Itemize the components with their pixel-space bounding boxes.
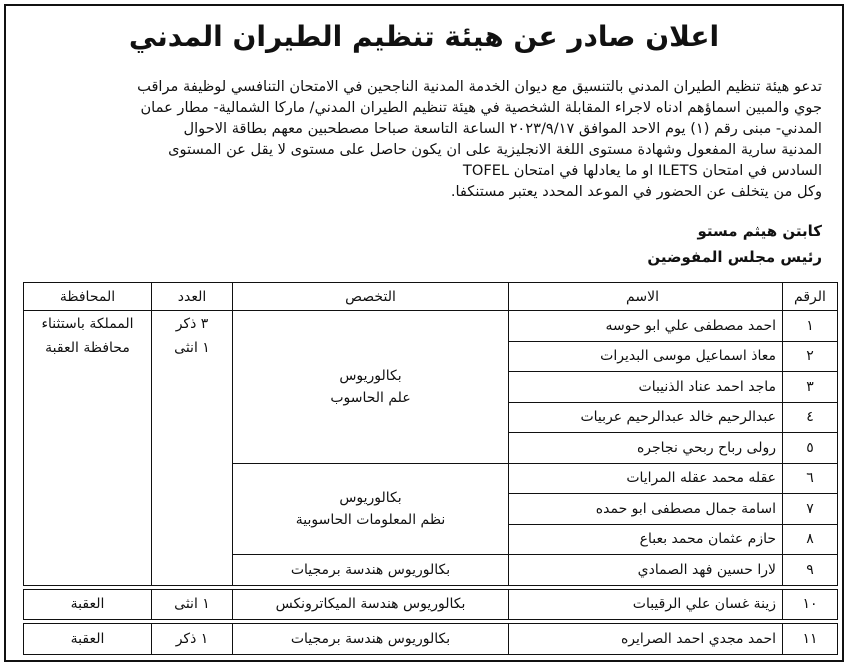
row-num: ١ bbox=[783, 311, 838, 342]
row-num: ٦ bbox=[783, 463, 838, 494]
signatory-position: رئيس مجلس المفوضين bbox=[647, 248, 822, 266]
row-name: رولى رباح ربحي نجاجره bbox=[509, 433, 783, 464]
body-line: جوي والمبين اسماؤهم ادناه لاجراء المقابلة الشخصية في هيئة تنظيم الطيران المدني/ ماركا الشمالية- مطار عمان bbox=[140, 99, 822, 116]
row-name: عقله محمد عقله المرايات bbox=[509, 463, 783, 494]
header-spec: التخصص bbox=[233, 283, 509, 311]
row-name: احمد مجدي احمد الصرايره bbox=[509, 624, 783, 655]
gov-cell-group1 bbox=[24, 311, 152, 586]
row-num: ١١ bbox=[783, 624, 838, 655]
header-num: الرقم bbox=[783, 283, 838, 311]
candidates-table bbox=[23, 282, 838, 655]
count-cell-group1 bbox=[152, 311, 233, 586]
body-line: السادس في امتحان ILETS او ما يعادلها في امتحان TOFEL bbox=[462, 162, 822, 179]
spec-cell-row11: بكالوريوس هندسة برمجيات bbox=[233, 624, 509, 655]
body-line: المدني- مبنى رقم (١) يوم الاحد الموافق ٢٠٢٣/٩/١٧ الساعة التاسعة صباحا مصطحبين معهم بطاقة الاحوال bbox=[183, 120, 822, 137]
row-name: معاذ اسماعيل موسى البديرات bbox=[509, 341, 783, 372]
table-row bbox=[24, 589, 838, 620]
header-name: الاسم bbox=[509, 283, 783, 311]
table-header-row bbox=[24, 283, 838, 311]
spec-major: نظم المعلومات الحاسوبية bbox=[295, 511, 446, 528]
spec-cell-row10: بكالوريوس هندسة الميكاترونكس bbox=[233, 589, 509, 620]
row-num: ٧ bbox=[783, 494, 838, 525]
spec-degree: بكالوريوس bbox=[339, 367, 402, 384]
row-name: حازم عثمان محمد بعباع bbox=[509, 524, 783, 555]
body-line: المدنية سارية المفعول وشهادة مستوى اللغة الانجليزية على ان يكون حاصل على مستوى لا يقل عن المستوى bbox=[168, 141, 822, 158]
row-name: ماجد احمد عناد الذنيبات bbox=[509, 372, 783, 403]
gov-cell-row11: العقبة bbox=[24, 624, 152, 655]
spec-cell-group1 bbox=[233, 311, 509, 464]
spec-cell-group3: بكالوريوس هندسة برمجيات bbox=[233, 555, 509, 586]
row-num: ٤ bbox=[783, 402, 838, 433]
row-num: ٣ bbox=[783, 372, 838, 403]
announcement-frame bbox=[4, 4, 844, 662]
row-name: احمد مصطفى علي ابو حوسه bbox=[509, 311, 783, 342]
row-name: زينة غسان علي الرقيبات bbox=[509, 589, 783, 620]
gov-line: المملكة باستثناء bbox=[41, 316, 134, 332]
table-row bbox=[24, 624, 838, 655]
announcement-body bbox=[26, 76, 822, 202]
spec-cell-group2 bbox=[233, 463, 509, 555]
count-cell-row10: ١ انثى bbox=[152, 589, 233, 620]
table-row bbox=[24, 311, 838, 342]
count-male: ٣ ذكر bbox=[175, 316, 209, 332]
row-num: ٨ bbox=[783, 524, 838, 555]
count-female: ١ انثى bbox=[174, 340, 210, 356]
row-num: ٥ bbox=[783, 433, 838, 464]
spec-degree: بكالوريوس bbox=[339, 489, 402, 506]
row-num: ٢ bbox=[783, 341, 838, 372]
signatory-name: كابتن هيثم مستو bbox=[697, 222, 822, 240]
row-num: ١٠ bbox=[783, 589, 838, 620]
row-name: اسامة جمال مصطفى ابو حمده bbox=[509, 494, 783, 525]
header-count: العدد bbox=[152, 283, 233, 311]
spec-major: علم الحاسوب bbox=[330, 389, 411, 406]
body-line: وكل من يتخلف عن الحضور في الموعد المحدد يعتبر مستنكفا. bbox=[450, 183, 822, 200]
header-gov: المحافظة bbox=[24, 283, 152, 311]
row-name: لارا حسين فهد الصمادي bbox=[509, 555, 783, 586]
gov-line: محافظة العقبة bbox=[45, 340, 130, 356]
row-name: عبدالرحيم خالد عبدالرحيم عربيات bbox=[509, 402, 783, 433]
announcement-title: اعلان صادر عن هيئة تنظيم الطيران المدني bbox=[128, 20, 720, 53]
count-cell-row11: ١ ذكر bbox=[152, 624, 233, 655]
gov-cell-row10: العقبة bbox=[24, 589, 152, 620]
body-line: تدعو هيئة تنظيم الطيران المدني بالتنسيق مع ديوان الخدمة المدنية الناجحين في الامتحان التنافسي لوظيفة مراقب bbox=[137, 78, 822, 95]
row-num: ٩ bbox=[783, 555, 838, 586]
